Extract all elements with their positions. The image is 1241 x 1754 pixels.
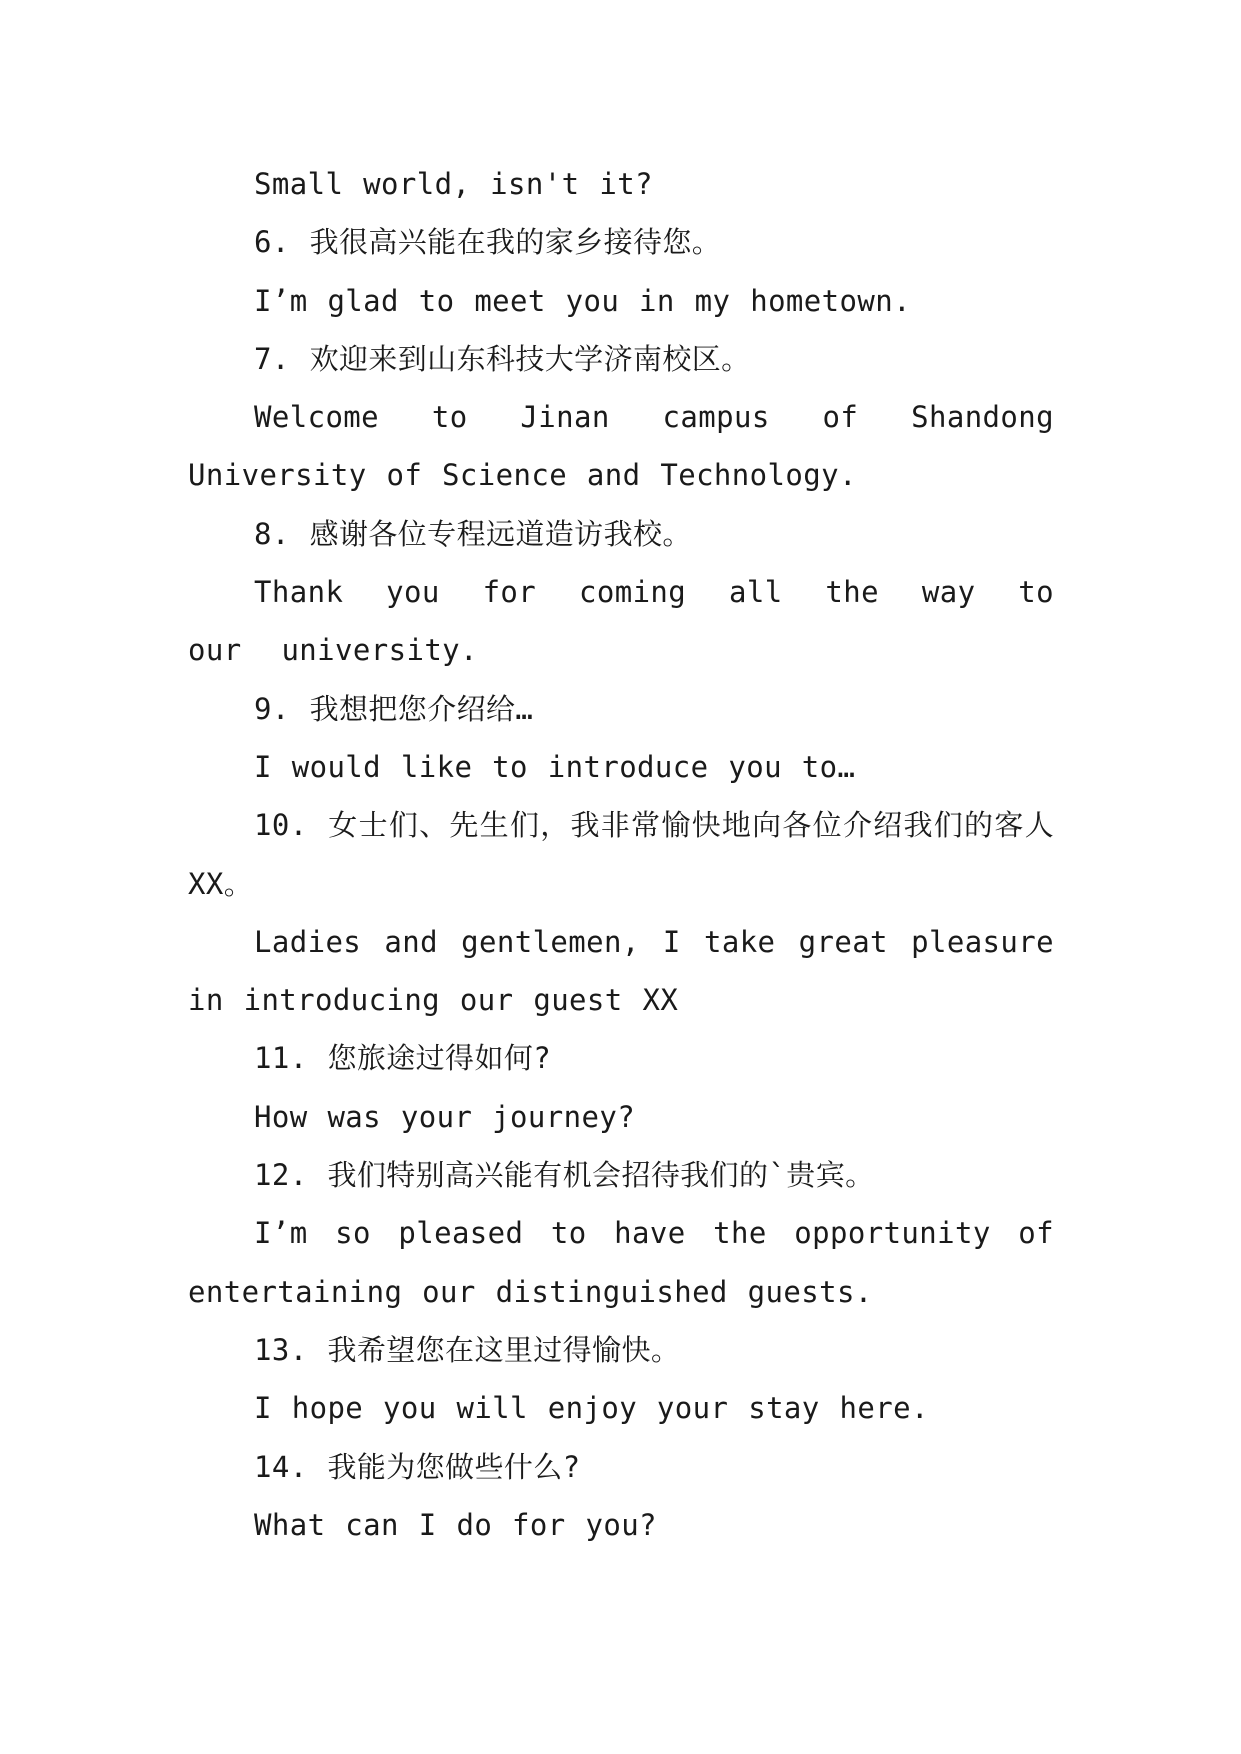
paragraph-en-8: Thank you for coming all the way to our university. [188, 575, 1054, 668]
paragraph-zh-9: 9. 我想把您介绍给… [254, 691, 534, 726]
paragraph-en-12: I’m so pleased to have the opportunity of entertaining our distinguished guests. [188, 1216, 1054, 1309]
paragraph-en-10: Ladies and gentlemen, I take great pleasure in introducing our guest XX [188, 924, 1054, 1018]
paragraph-zh-7: 7. 欢迎来到山东科技大学济南校区。 [254, 341, 751, 376]
paragraph-zh-13: 13. 我希望您在这里过得愉快。 [254, 1332, 681, 1367]
paragraph-en-14: What can I do for you? [254, 1507, 657, 1542]
paragraph-en-5: Small world, isn't it? [254, 167, 653, 201]
paragraph-en-9: I would like to introduce you to… [254, 749, 856, 784]
paragraph-en-13: I hope you will enjoy your stay here. [254, 1391, 929, 1426]
paragraph-en-6: I’m glad to meet you in my hometown. [254, 283, 911, 318]
paragraph-zh-12: 12. 我们特别高兴能有机会招待我们的`贵宾。 [254, 1158, 875, 1193]
paragraph-zh-8: 8. 感谢各位专程远道造访我校。 [254, 516, 692, 551]
paragraph-zh-14: 14. 我能为您做些什么? [254, 1449, 581, 1484]
paragraph-en-11: How was your journey? [254, 1099, 636, 1134]
document-page [188, 155, 1054, 1554]
paragraph-zh-10: 10. 女士们、先生们，我非常愉快地向各位介绍我们的客人XX。 [188, 808, 1054, 901]
paragraph-zh-11: 11. 您旅途过得如何? [254, 1041, 552, 1076]
paragraph-zh-6: 6. 我很高兴能在我的家乡接待您。 [254, 225, 722, 260]
paragraph-en-7: Welcome to Jinan campus of Shandong University of Science and Technology. [188, 400, 1054, 493]
